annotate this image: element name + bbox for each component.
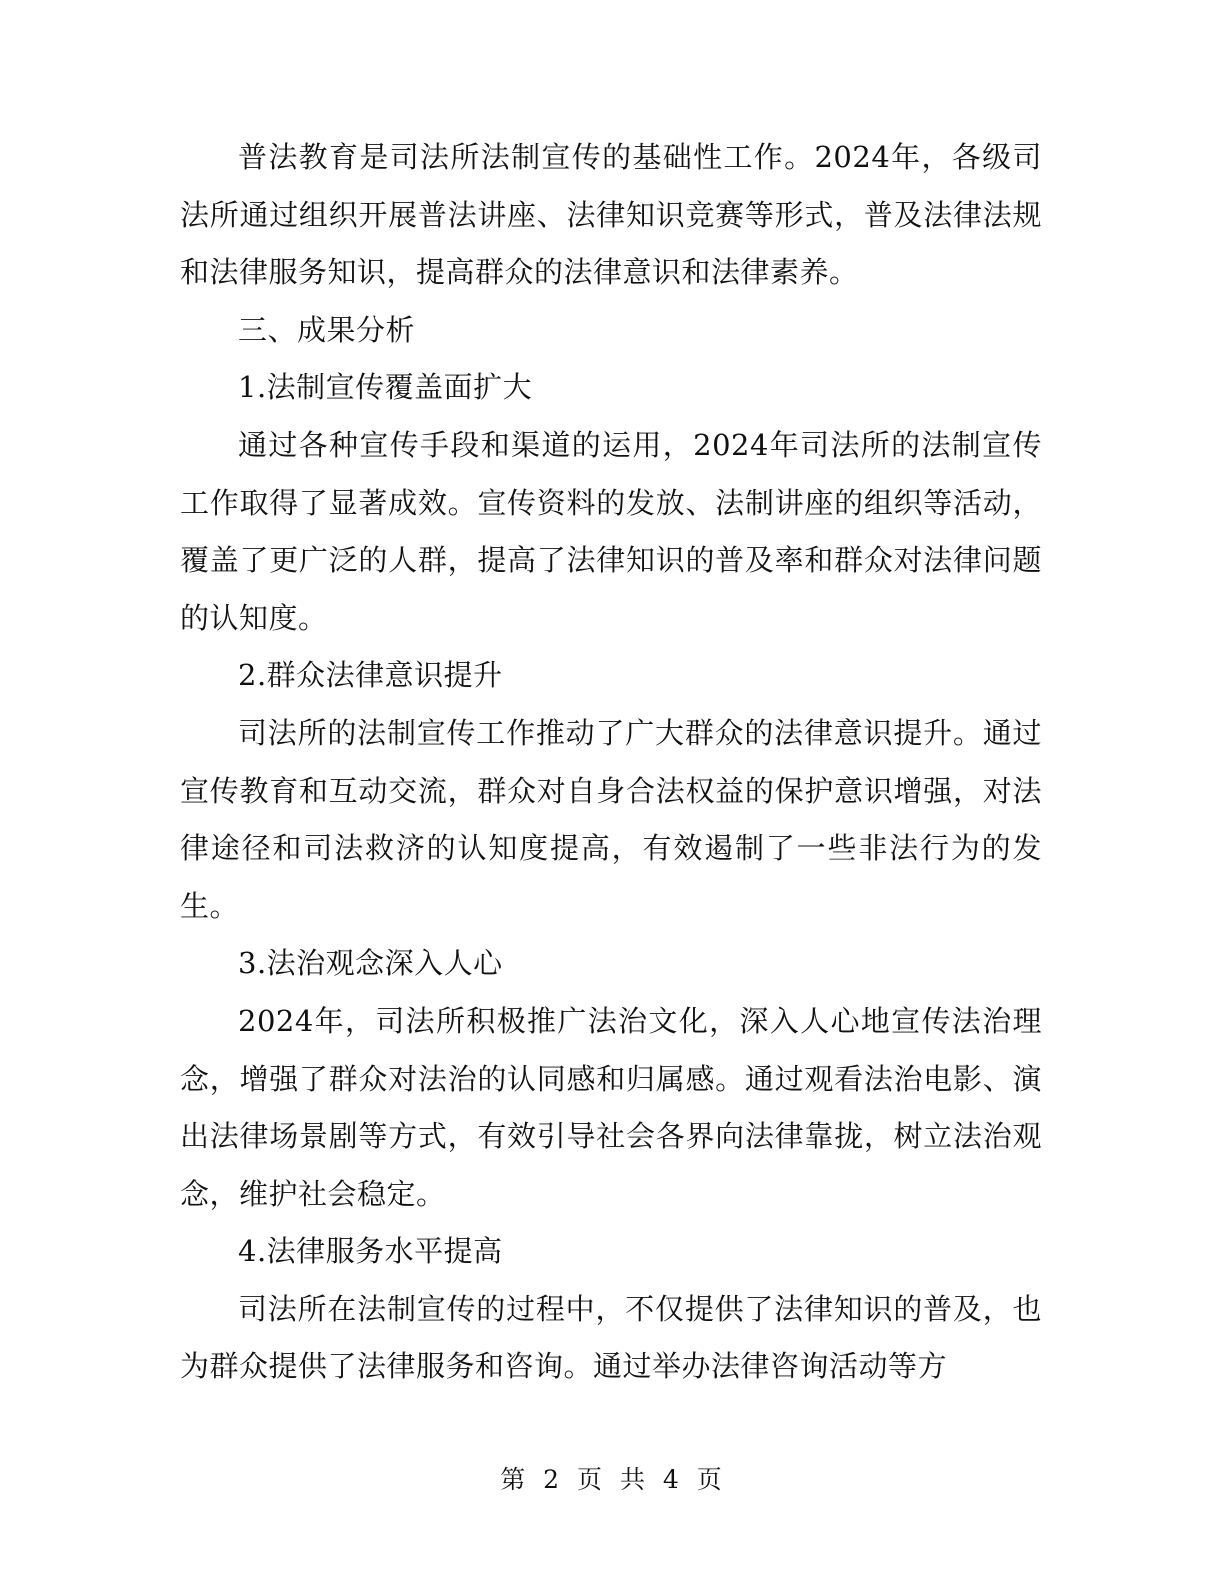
- page-number-footer: 第 2 页 共 4 页: [500, 1465, 724, 1494]
- subheading-coverage-expanded: 1.法制宣传覆盖面扩大: [238, 370, 533, 405]
- subheading-legal-service-level: 4.法律服务水平提高: [238, 1234, 503, 1269]
- subheading-awareness-improved: 2.群众法律意识提升: [238, 658, 503, 693]
- paragraph-legal-service: 司法所在法制宣传的过程中，不仅提供了法律知识的普及，也为群众提供了法律服务和咨询。通过举办法律咨询活动等方: [180, 1291, 1042, 1384]
- section-heading-results-analysis: 三、成果分析: [238, 312, 416, 347]
- document-body: [180, 129, 1042, 1396]
- subheading-rule-of-law-concept: 3.法治观念深入人心: [238, 946, 503, 981]
- paragraph-coverage: 通过各种宣传手段和渠道的运用，2024年司法所的法制宣传工作取得了显著成效。宣传资料的发放、法制讲座的组织等活动，覆盖了更广泛的人群，提高了法律知识的普及率和群众对法律问题的认知度。: [180, 427, 1042, 635]
- paragraph-rule-of-law: 2024年，司法所积极推广法治文化，深入人心地宣传法治理念，增强了群众对法治的认同感和归属感。通过观看法治电影、演出法律场景剧等方式，有效引导社会各界向法律靠拢，树立法治观念，维护社会稳定。: [180, 1003, 1042, 1211]
- paragraph-legal-education: 普法教育是司法所法制宣传的基础性工作。2024年，各级司法所通过组织开展普法讲座、法律知识竞赛等形式，普及法律法规和法律服务知识，提高群众的法律意识和法律素养。: [180, 140, 1042, 290]
- paragraph-awareness: 司法所的法制宣传工作推动了广大群众的法律意识提升。通过宣传教育和互动交流，群众对自身合法权益的保护意识增强，对法律途径和司法救济的认知度提高，有效遏制了一些非法行为的发生。: [180, 715, 1042, 923]
